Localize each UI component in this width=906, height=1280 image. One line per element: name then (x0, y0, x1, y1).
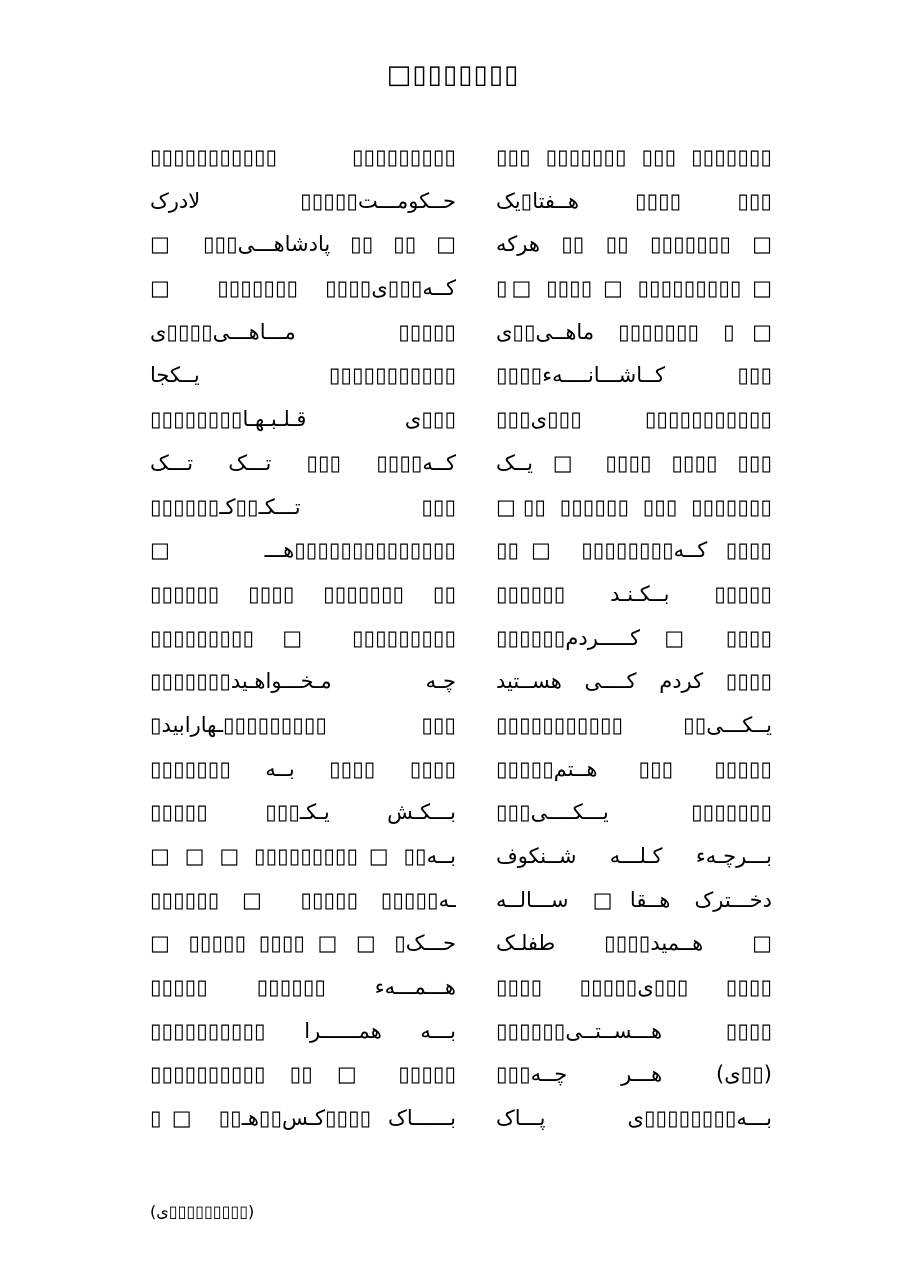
verse-line: ▯▯▯▯▯ بــکـنـد ▯▯▯▯▯▯ (496, 581, 772, 606)
verse-line: بـــرچـهء کـلـــه شــنکوف (496, 844, 772, 868)
verse-line: ▯▯▯ ▯▯▯▯ هــفتا▯یک (496, 188, 772, 213)
verse-line: □ ▯▯ ▯▯ پادشاهـــی▯▯▯ □ (150, 232, 456, 257)
verse-line: ▯▯▯▯▯ □ ▯▯ ▯▯▯▯▯▯▯▯▯▯ (150, 1062, 456, 1087)
verse-line: ▯▯▯ کــاشـــانــــهء▯▯▯▯ (496, 363, 772, 388)
verse-line: □ هــمید▯▯▯▯ طفلـک (496, 931, 772, 956)
verse-line: ▯▯▯▯▯▯▯ یـــکــــی▯▯▯ (496, 800, 772, 825)
verse-line: بـــه▯▯▯▯▯▯▯▯ی پـــاک (496, 1106, 772, 1131)
verse-line: حـــک▯ □ □ ▯▯▯▯ ▯▯▯▯▯ □ (150, 931, 456, 956)
verse-line: ▯▯▯▯▯▯▯ ▯▯▯ ▯▯▯▯▯▯ ▯▯□ (496, 494, 772, 519)
poem-column-right (496, 136, 772, 1141)
verse-line: ▯▯▯▯▯▯▯▯▯ □ ▯▯▯▯▯▯▯▯▯ (150, 625, 456, 650)
verse-line: ▯▯▯▯▯▯▯▯▯▯▯▯▯▯هـــ□ (150, 538, 456, 563)
verse-line: □ ▯▯▯▯▯▯▯ ▯▯ ▯▯ هرکه (496, 232, 772, 257)
verse-line: ▯▯▯▯ □ کـــــردم▯▯▯▯▯▯ (496, 625, 772, 650)
verse-line: ▯▯▯▯▯▯▯▯▯▯▯ یــکجا (150, 363, 456, 388)
verse-line: بـــکـش یـکـ▯▯▯ ▯▯▯▯▯ (150, 800, 456, 825)
verse-line: ▯▯▯▯ کــه▯▯▯▯▯▯▯▯ □▯▯ (496, 538, 772, 563)
verse-line: ▯▯▯ ▯▯▯▯▯▯▯▯▯ـهارابید▯ (150, 712, 456, 737)
verse-line: ▯▯▯▯▯▯▯ ▯▯▯ ▯▯▯▯▯▯▯ ▯▯▯ (496, 145, 772, 169)
verse-line: ▯▯▯ تـــکـ▯▯کـ▯▯▯▯▯▯ (150, 494, 456, 519)
verse-line: (▯▯ی) هـــر چــه▯▯▯ (496, 1062, 772, 1087)
verse-line: هـــمـــهء ▯▯▯▯▯▯ ▯▯▯▯▯ (150, 975, 456, 1000)
verse-line: ▯▯ ▯▯▯▯▯▯▯ ▯▯▯▯ ▯▯▯▯▯▯ (150, 581, 456, 606)
verse-line: بــــــاک ▯▯▯▯کـس▯▯هـ▯▯ □▯ (150, 1106, 456, 1131)
verse-line: بــه▯▯ □ ▯▯▯▯▯▯▯▯▯ □ □ □ (150, 844, 456, 868)
verse-line: ▯▯▯▯▯ ▯▯▯ هــتم▯▯▯▯▯ (496, 756, 772, 781)
verse-line: ▯▯▯ ▯▯▯▯ ▯▯▯▯ □ یــک (496, 450, 772, 475)
verse-line: ▯▯▯▯▯▯▯▯▯▯▯ ▯▯▯ی▯▯▯ (496, 407, 772, 432)
verse-line: ▯▯▯▯▯▯▯▯▯ ▯▯▯▯▯▯▯▯▯▯▯ (150, 145, 456, 169)
page-title: □▯▯▯▯▯▯▯ (386, 60, 520, 90)
verse-line: ▯▯▯▯ ▯▯▯▯ بــه ▯▯▯▯▯▯▯ (150, 756, 456, 781)
verse-line: ▯▯▯▯▯ مـــاهـــی▯▯▯▯ی (150, 319, 456, 344)
verse-line: ▯▯▯ی قـلـبـهـا▯▯▯▯▯▯▯▯ (150, 407, 456, 432)
verse-line: حــکومـــت▯▯▯▯▯ لادرک (150, 188, 456, 213)
verse-line: چـه مـخـــواهـید▯▯▯▯▯▯▯ (150, 669, 456, 694)
verse-line: یــکـــی▯▯ ▯▯▯▯▯▯▯▯▯▯▯ (496, 712, 772, 737)
verse-line: ▯▯▯▯ هـــســتــی▯▯▯▯▯▯ (496, 1018, 772, 1043)
verse-line: دخـــترک هــقا□ ســـالــه (496, 887, 772, 912)
verse-line: ▯▯▯▯ ▯▯▯ی▯▯▯▯▯ ▯▯▯▯ (496, 975, 772, 1000)
verse-line: ـه▯▯▯▯▯ ▯▯▯▯▯ □ ▯▯▯▯▯▯ (150, 887, 456, 912)
verse-line: کــه▯▯▯▯ ▯▯▯ تـــک تـــک (150, 450, 456, 475)
verse-line: □ ▯▯▯▯▯▯▯▯▯ □ ▯▯▯▯ □▯ (496, 276, 772, 301)
poem-column-left (150, 136, 456, 1141)
footnote: (▯▯▯▯▯▯▯▯▯ی) (150, 1202, 255, 1221)
verse-line: کــه▯▯▯ی▯▯▯▯ ▯▯▯▯▯▯▯ □ (150, 276, 456, 301)
verse-line: بـــه همــــــرا ▯▯▯▯▯▯▯▯▯▯ (150, 1018, 456, 1043)
verse-line: □▯ ▯▯▯▯▯▯▯ ماهــی▯▯ی (496, 319, 772, 344)
verse-line: ▯▯▯▯ کردم کــــی هســتید (496, 669, 772, 694)
